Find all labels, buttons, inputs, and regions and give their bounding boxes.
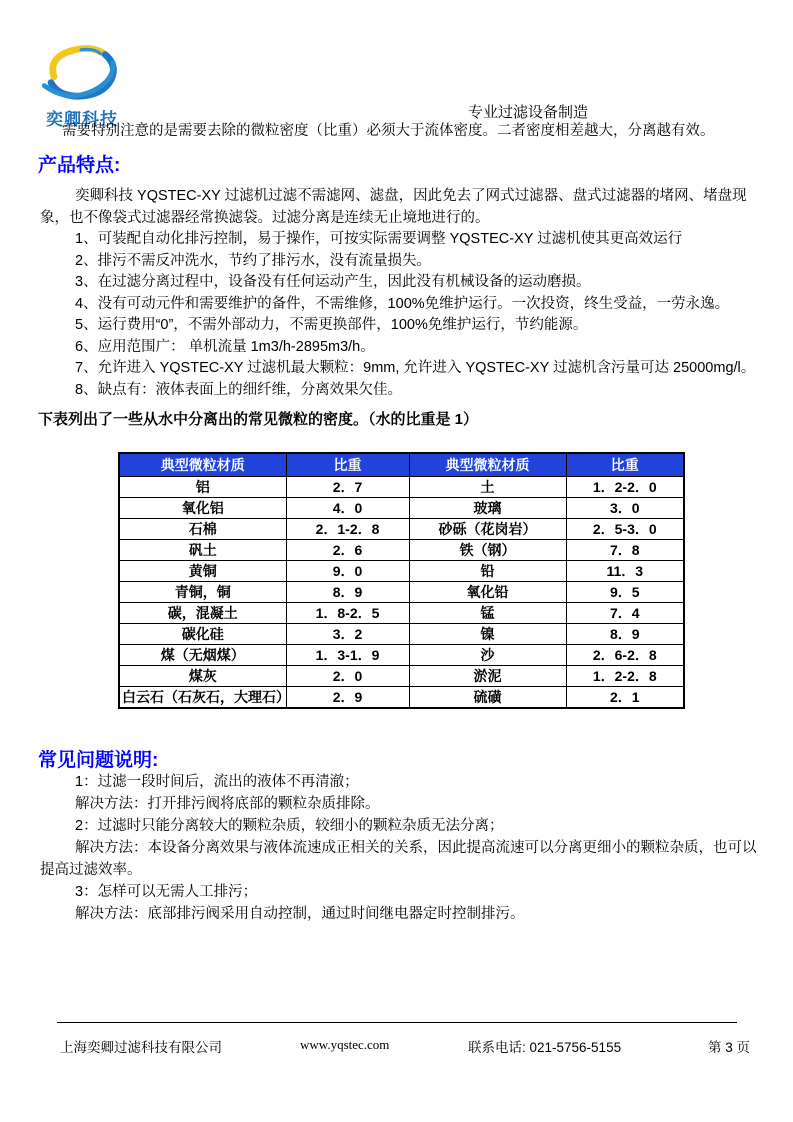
table-row: [119, 686, 684, 708]
table-cell: 11．3: [566, 560, 684, 581]
footer-company: 上海奕卿过滤科技有限公司: [60, 1040, 222, 1055]
header-slogan: 专业过滤设备制造: [468, 104, 589, 121]
table-row: [119, 665, 684, 686]
density-table-header-cell: 典型微粒材质: [409, 453, 566, 476]
table-cell: 氧化铅: [409, 581, 566, 602]
footer: [0, 1036, 793, 1060]
table-row: [119, 623, 684, 644]
table-cell: 2．1: [566, 686, 684, 708]
table-row: [119, 644, 684, 665]
table-cell: 碳，混凝土: [119, 602, 286, 623]
faq-line: 解决方法：底部排污阀采用自动控制，通过时间继电器定时控制排污。: [75, 906, 525, 922]
table-cell: 砂砾（花岗岩）: [409, 518, 566, 539]
table-cell: 1．2-2．0: [566, 476, 684, 497]
faq-line: 2：过滤时只能分离较大的颗粒杂质，较细小的颗粒杂质无法分离；: [75, 818, 504, 834]
table-cell: 2．1-2．8: [286, 518, 409, 539]
table-cell: 土: [409, 476, 566, 497]
table-row: [119, 476, 684, 497]
table-cell: 氧化铝: [119, 497, 286, 518]
feature-item: 8、缺点有：液体表面上的细纤维，分离效果欠佳。: [75, 381, 403, 398]
table-cell: 1．2-2．8: [566, 665, 684, 686]
features-block: [40, 186, 758, 401]
footer-phone: 联系电话: 021-5756-5155: [468, 1040, 622, 1055]
table-cell: 2．9: [286, 686, 409, 708]
table-cell: 2．5-3．0: [566, 518, 684, 539]
faq-line: 1：过滤一段时间后，流出的液体不再清澈；: [75, 774, 359, 790]
table-cell: 硫磺: [409, 686, 566, 708]
density-table-header-cell: 比重: [566, 453, 684, 476]
density-table-header-row: [119, 453, 684, 476]
table-cell: 矾土: [119, 539, 286, 560]
table-row: [119, 497, 684, 518]
feature-item: 2、排污不需反冲洗水，节约了排污水，没有流量损失。: [75, 252, 432, 269]
table-row: [119, 518, 684, 539]
company-logo: [38, 42, 134, 130]
feature-item: 7、允许进入 YQSTEC-XY 过滤机最大颗粒：9mm, 允许进入 YQSTEC-XY 过滤机含污量可达 25000mg/l。: [75, 360, 756, 376]
footer-page-number: 第 3 页: [707, 1040, 750, 1055]
density-table-caption: 下表列出了一些从水中分离出的常见微粒的密度。（水的比重是 1）: [38, 411, 479, 428]
footer-website: www.yqstec.com: [300, 1037, 390, 1052]
table-row: [119, 581, 684, 602]
table-cell: 2．0: [286, 665, 409, 686]
table-row: [119, 602, 684, 623]
table-row: [119, 560, 684, 581]
table-cell: 铁（钢）: [409, 539, 566, 560]
section-title-faq: 常见问题说明:: [38, 750, 159, 771]
table-cell: 白云石（石灰石，大理石）: [119, 686, 286, 708]
feature-item: 4、没有可动元件和需要维护的备件，不需维修，100%免维护运行。一次投资，终生受益，一劳永逸。: [75, 295, 730, 312]
density-table-header-cell: 比重: [286, 453, 409, 476]
feature-item: 6、应用范围广： 单机流量 1m3/h-2895m3/h。: [75, 338, 375, 355]
table-cell: 9．5: [566, 581, 684, 602]
table-cell: 沙: [409, 644, 566, 665]
density-table: [118, 452, 685, 709]
table-cell: 3．0: [566, 497, 684, 518]
faq-block: [40, 771, 758, 925]
table-cell: 2．7: [286, 476, 409, 497]
table-cell: 2．6-2．8: [566, 644, 684, 665]
feature-item: 5、运行费用“0”，不需外部动力，不需更换部件，100%免维护运行，节约能源。: [75, 317, 588, 333]
table-cell: 7．4: [566, 602, 684, 623]
intro-note: 需要特别注意的是需要去除的微粒密度（比重）必须大于流体密度。二者密度相差越大，分离越有效。: [62, 123, 715, 139]
faq-line: 解决方法：本设备分离效果与液体流速成正相关的关系，因此提高流速可以分离更细小的颗粒杂质，也可以提高过滤效率。: [40, 840, 757, 878]
table-cell: 9．0: [286, 560, 409, 581]
table-cell: 2．6: [286, 539, 409, 560]
table-cell: 锰: [409, 602, 566, 623]
table-cell: 石棉: [119, 518, 286, 539]
density-table-header-cell: 典型微粒材质: [119, 453, 286, 476]
table-cell: 1．3-1．9: [286, 644, 409, 665]
faq-line: 解决方法：打开排污阀将底部的颗粒杂质排除。: [75, 796, 380, 812]
table-cell: 铝: [119, 476, 286, 497]
table-cell: 7．8: [566, 539, 684, 560]
table-cell: 青铜，铜: [119, 581, 286, 602]
density-table-body: [119, 476, 684, 708]
table-cell: 碳化硅: [119, 623, 286, 644]
table-cell: 煤灰: [119, 665, 286, 686]
section-title-product-features: 产品特点:: [38, 155, 121, 176]
globe-logo-icon: [38, 42, 126, 104]
table-cell: 8．9: [566, 623, 684, 644]
feature-item: 1、可装配自动化排污控制，易于操作，可按实际需要调整 YQSTEC-XY 过滤机使其更高效运行: [75, 231, 683, 247]
table-cell: 镍: [409, 623, 566, 644]
feature-list: [40, 229, 758, 401]
footer-divider: [57, 1022, 737, 1023]
faq-line: 3：怎样可以无需人工排污；: [75, 884, 258, 900]
logo-text: 奕卿科技: [46, 110, 118, 129]
table-cell: 1．8-2．5: [286, 602, 409, 623]
table-cell: 玻璃: [409, 497, 566, 518]
table-cell: 3．2: [286, 623, 409, 644]
table-cell: 黄铜: [119, 560, 286, 581]
table-cell: 铅: [409, 560, 566, 581]
table-cell: 8．9: [286, 581, 409, 602]
table-cell: 4．0: [286, 497, 409, 518]
table-row: [119, 539, 684, 560]
table-cell: 淤泥: [409, 665, 566, 686]
table-cell: 煤（无烟煤）: [119, 644, 286, 665]
feature-item: 3、在过滤分离过程中，设备没有任何运动产生，因此没有机械设备的运动磨损。: [75, 274, 591, 290]
features-intro-paragraph: 奕卿科技 YQSTEC-XY 过滤机过滤不需滤网、滤盘，因此免去了网式过滤器、盘式过滤器的堵网、堵盘现象，也不像袋式过滤器经常换滤袋。过滤分离是连续无止境地进行的。: [40, 188, 747, 226]
